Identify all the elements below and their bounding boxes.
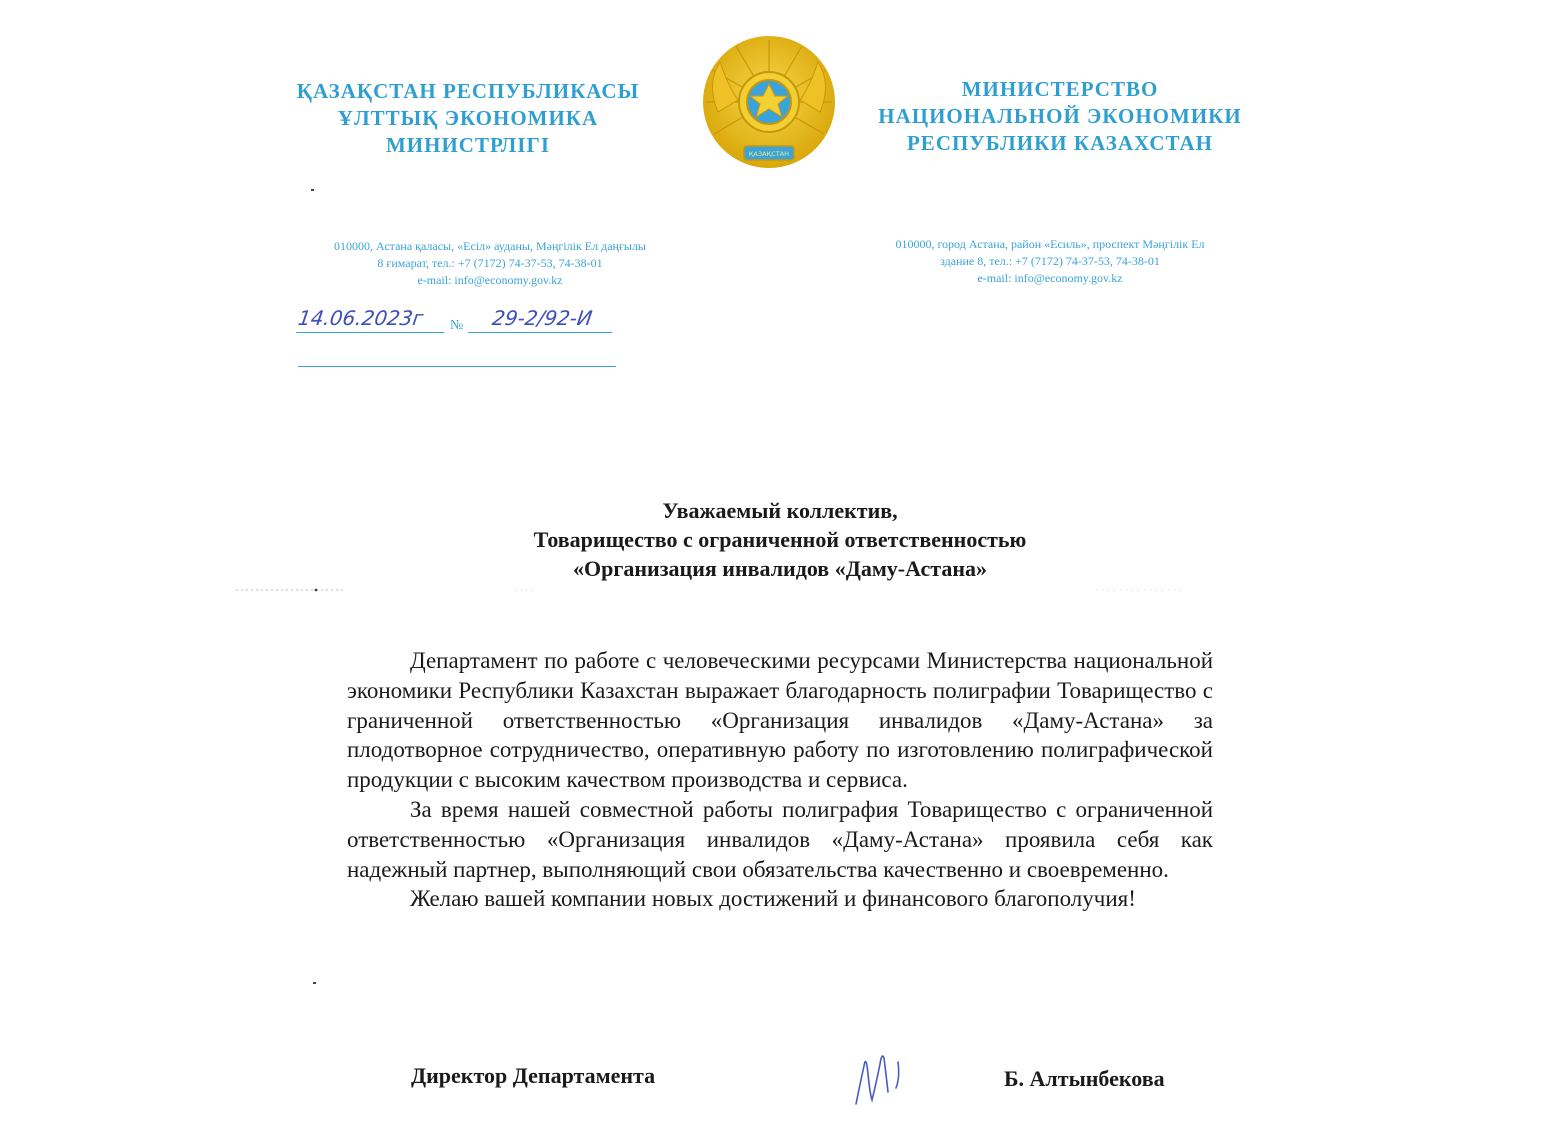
- address-line: 010000, Астана қаласы, «Есіл» ауданы, Мәңгілік Ел даңғылы: [333, 239, 646, 253]
- letterhead-russian-line: НАЦИОНАЛЬНОЙ ЭКОНОМИКИ: [878, 104, 1242, 128]
- address-line: 010000, город Астана, район «Есиль», проспект Мәңгілік Ел: [895, 237, 1205, 251]
- address-russian: [840, 236, 1260, 287]
- registration-block: [298, 306, 618, 376]
- scan-artifact-line: [236, 588, 1186, 592]
- registration-number-label: №: [450, 318, 464, 333]
- letterhead-kazakh: [268, 78, 668, 159]
- salutation-line: Уважаемый коллектив,: [662, 498, 898, 523]
- registration-number: 29-2/92-И: [468, 306, 616, 333]
- address-email: e-mail: info@economy.gov.kz: [417, 273, 563, 287]
- registration-blank-line: [298, 366, 616, 367]
- letterhead-kazakh-line: МИНИСТРЛІГІ: [385, 133, 551, 157]
- salutation-line: «Организация инвалидов «Даму-Астана»: [573, 556, 987, 581]
- scan-speck: [311, 189, 314, 191]
- signature-title: Директор Департамента: [411, 1063, 656, 1088]
- signature-name: Б. Алтынбекова: [1004, 1066, 1165, 1091]
- letterhead-russian: [850, 76, 1270, 157]
- scan-speck: [313, 982, 316, 984]
- emblem-ribbon-text: ҚАЗАҚСТАН: [748, 150, 790, 158]
- body-paragraph: Желаю вашей компании новых достижений и финансового благополучия!: [410, 886, 1136, 912]
- registration-date: 14.06.2023г: [296, 306, 448, 333]
- letter-body: [347, 646, 1213, 914]
- state-emblem-icon: [698, 34, 840, 176]
- address-line: 8 ғимарат, тел.: +7 (7172) 74-37-53, 74-38-01: [377, 256, 603, 270]
- salutation-line: Товарищество с ограниченной ответственностью: [533, 527, 1027, 552]
- body-paragraph: За время нашей совместной работы полиграфия Товарищество с ограниченной ответственностью «Организация инвалидов «Даму-Астана» проявила себя как надежный партнер, выполняющий свои обязательства качественно и своевременно.: [347, 796, 1213, 882]
- address-kazakh: [280, 238, 700, 289]
- address-line: здание 8, тел.: +7 (7172) 74-37-53, 74-38-01: [940, 254, 1160, 268]
- salutation: [380, 496, 1180, 583]
- letterhead-kazakh-line: ҰЛТТЫҚ ЭКОНОМИКА: [337, 106, 599, 130]
- body-paragraph: Департамент по работе с человеческими ресурсами Министерства национальной экономики Республики Казахстан выражает благодарность полиграфии Товарищество с граниченной ответственностью «Организация инвалидов «Даму-Астана» за плодотворное сотрудничество, оперативную работу по изготовлению полиграфической продукции с высоким качеством производства и сервиса.: [347, 648, 1213, 793]
- handwritten-signature-icon: [846, 1044, 916, 1110]
- letterhead-kazakh-line: ҚАЗАҚСТАН РЕСПУБЛИКАСЫ: [296, 79, 640, 103]
- letterhead-russian-line: РЕСПУБЛИКИ КАЗАХСТАН: [906, 131, 1213, 155]
- address-email: e-mail: info@economy.gov.kz: [977, 271, 1123, 285]
- letterhead-russian-line: МИНИСТЕРСТВО: [961, 77, 1159, 101]
